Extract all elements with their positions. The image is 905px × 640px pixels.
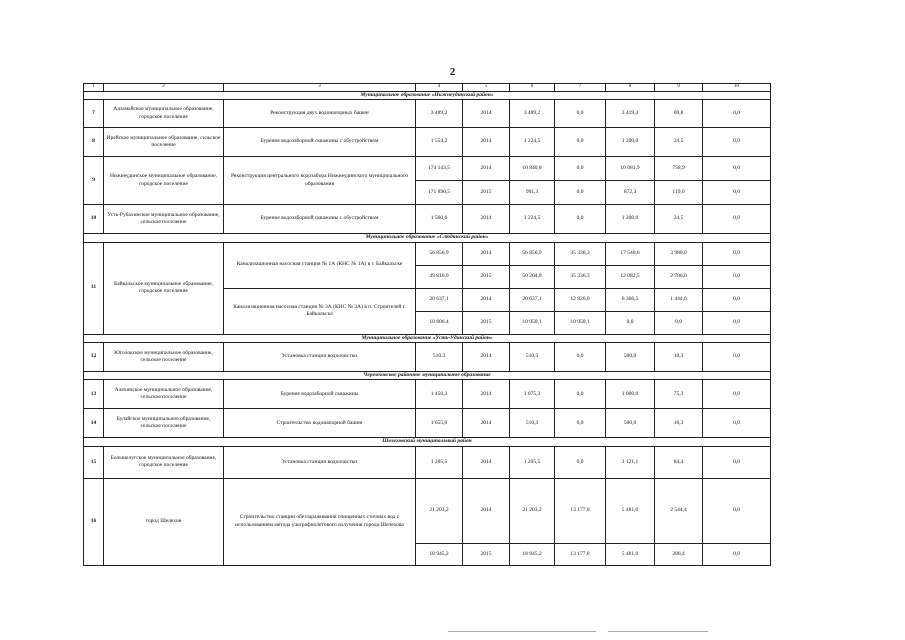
value-cell: 75,3 (655, 380, 703, 409)
value-cell: 1 655,0 (416, 409, 463, 438)
value-cell: 2015 (463, 311, 510, 334)
value-cell: 69,8 (655, 100, 703, 128)
value-cell: 0,0 (703, 380, 771, 409)
value-cell: 2 786,0 (655, 265, 703, 288)
value-cell: 10,3 (655, 409, 703, 438)
footer-rule (608, 631, 708, 632)
value-cell: 1 200,0 (606, 205, 655, 234)
municipality-name: Усть-Рубахинское муниципальное образование, сельское поселение (104, 205, 224, 234)
row-number: 16 (84, 478, 104, 565)
value-cell: 2014 (463, 409, 510, 438)
project-description: Строительство станции обеззараживания очищенных сточных вод с использованием метода ультрафиолетового излучения города Шелехова (224, 478, 416, 565)
value-cell: 1 205,5 (510, 446, 555, 478)
value-cell: 18 945,2 (510, 543, 555, 565)
section-title: Муниципальное образование «Усть-Удинский район» (84, 334, 771, 342)
value-cell: 35 336,3 (555, 265, 606, 288)
value-cell: 510,3 (510, 343, 555, 372)
project-description: Бурение водозаборной скважины с обустройством (224, 205, 416, 234)
value-cell: 1 121,1 (606, 446, 655, 478)
column-header: 2 (104, 84, 224, 92)
value-cell: 10,3 (655, 343, 703, 372)
project-description: Канализационная насосная станция № 1А (КНС № 1А) в г. Байкальске (224, 242, 416, 288)
value-cell: 50 204,8 (510, 265, 555, 288)
table-row (84, 100, 771, 128)
row-number: 9 (84, 157, 104, 205)
value-cell: 5 481,0 (606, 543, 655, 565)
value-cell: 0,0 (703, 446, 771, 478)
value-cell: 1 075,3 (510, 380, 555, 409)
value-cell: 84,4 (655, 446, 703, 478)
value-cell: 10 081,9 (606, 157, 655, 181)
value-cell: 2014 (463, 288, 510, 311)
value-cell: 2014 (463, 100, 510, 128)
value-cell: 500,0 (606, 409, 655, 438)
project-description: Реконструкция двух водонапорных башен (224, 100, 416, 128)
value-cell: 510,3 (510, 409, 555, 438)
value-cell: 1 224,5 (510, 128, 555, 157)
page-number: 2 (449, 66, 456, 78)
municipality-name: Булайское муниципальное образование, сельское поселение (104, 409, 224, 438)
value-cell: 500,0 (606, 343, 655, 372)
value-cell: 3 419,4 (606, 100, 655, 128)
value-cell: 0,0 (555, 380, 606, 409)
value-cell: 0,0 (555, 343, 606, 372)
column-header: 6 (510, 84, 555, 92)
project-description: Бурение водозаборной скважины с обустройством (224, 128, 416, 157)
value-cell: 0,0 (703, 409, 771, 438)
section-title: Шелеховский муниципальный район (84, 438, 771, 446)
value-cell: 18 945,2 (416, 543, 463, 565)
value-cell: 21 203,2 (510, 478, 555, 543)
municipality-name: Нижнеудинское муниципальное образование, городское поселение (104, 157, 224, 205)
value-cell: 5 481,0 (606, 478, 655, 543)
value-cell: 0,0 (655, 311, 703, 334)
section-row (84, 372, 771, 380)
value-cell: 2014 (463, 478, 510, 543)
value-cell: 0,0 (555, 181, 606, 205)
value-cell: 119,0 (655, 181, 703, 205)
value-cell: 2014 (463, 242, 510, 265)
value-cell: 0,0 (555, 409, 606, 438)
value-cell: 10 950,1 (510, 311, 555, 334)
section-title: Черемховское районное муниципальное образование (84, 372, 771, 380)
value-cell: 2015 (463, 181, 510, 205)
value-cell: 510,3 (416, 343, 463, 372)
value-cell: 991,3 (510, 181, 555, 205)
municipality-name: Большелугское муниципальное образование, городское поселение (104, 446, 224, 478)
value-cell: 0,0 (555, 446, 606, 478)
value-cell: 12 082,5 (606, 265, 655, 288)
row-number: 14 (84, 409, 104, 438)
value-cell: 1 560,6 (416, 205, 463, 234)
value-cell: 0,0 (703, 157, 771, 181)
value-cell: 0,0 (703, 478, 771, 543)
value-cell: 758,9 (655, 157, 703, 181)
value-cell: 35 336,3 (555, 242, 606, 265)
section-title: Муниципальное образование «Нижнеудинский район» (84, 91, 771, 99)
value-cell: 2015 (463, 265, 510, 288)
value-cell: 3 489,2 (510, 100, 555, 128)
table-row (84, 380, 771, 409)
value-cell: 0,0 (703, 265, 771, 288)
column-header: 1 (84, 84, 104, 92)
value-cell: 0,0 (703, 543, 771, 565)
header-row (84, 84, 771, 92)
municipality-name: город Шелехов (104, 478, 224, 565)
value-cell: 0,0 (703, 205, 771, 234)
value-cell: 6 366,5 (606, 288, 655, 311)
table-row (84, 343, 771, 372)
column-header: 8 (606, 84, 655, 92)
section-row (84, 91, 771, 99)
value-cell: 286,4 (655, 543, 703, 565)
value-cell: 10 950,1 (555, 311, 606, 334)
value-cell: 2014 (463, 380, 510, 409)
funding-table (83, 83, 771, 566)
value-cell: 49 810,0 (416, 265, 463, 288)
value-cell: 3 489,2 (416, 100, 463, 128)
column-header: 10 (703, 84, 771, 92)
table-row (84, 409, 771, 438)
row-number: 11 (84, 242, 104, 334)
value-cell: 13 177,8 (555, 478, 606, 543)
municipality-name: Алзамайское муниципальное образование, городское поселение (104, 100, 224, 128)
value-cell: 10 840,8 (510, 157, 555, 181)
value-cell: 174 143,5 (416, 157, 463, 181)
row-number: 8 (84, 128, 104, 157)
row-number: 10 (84, 205, 104, 234)
municipality-name: Юголокское муниципальное образование, сельское поселение (104, 343, 224, 372)
value-cell: 171 890,5 (416, 181, 463, 205)
footer-rule (448, 631, 596, 632)
row-number: 7 (84, 100, 104, 128)
value-cell: 1 554,2 (416, 128, 463, 157)
value-cell: 2014 (463, 446, 510, 478)
project-description: Канализационная насосная станция № 3А (КНС № 3А) в п. Строителей г. Байкальска (224, 288, 416, 334)
value-cell: 1 444,6 (655, 288, 703, 311)
value-cell: 0,0 (703, 100, 771, 128)
value-cell: 1 205,5 (416, 446, 463, 478)
column-header: 7 (555, 84, 606, 92)
value-cell: 17 540,6 (606, 242, 655, 265)
table-row (84, 478, 771, 543)
value-cell: 1 200,0 (606, 128, 655, 157)
column-header: 3 (224, 84, 416, 92)
value-cell: 0,0 (703, 181, 771, 205)
value-cell: 0,0 (703, 242, 771, 265)
municipality-name: Алехинское муниципальное образование, сельское поселение (104, 380, 224, 409)
table-row (84, 128, 771, 157)
table-row (84, 205, 771, 234)
section-row (84, 334, 771, 342)
project-description: Установка станции водоочистки (224, 446, 416, 478)
value-cell: 0,0 (555, 128, 606, 157)
table-row (84, 446, 771, 478)
row-number: 13 (84, 380, 104, 409)
value-cell: 13 177,8 (555, 543, 606, 565)
value-cell: 1 450,3 (416, 380, 463, 409)
value-cell: 2 544,4 (655, 478, 703, 543)
project-description: Бурение водозаборной скважины (224, 380, 416, 409)
value-cell: 0,0 (703, 288, 771, 311)
row-number: 15 (84, 446, 104, 478)
project-description: Реконструкция центрального водозабора Нижнеудинского муниципального образования (224, 157, 416, 205)
value-cell: 2014 (463, 128, 510, 157)
value-cell: 10 806,4 (416, 311, 463, 334)
value-cell: 1 000,0 (606, 380, 655, 409)
value-cell: 20 637,1 (416, 288, 463, 311)
section-title: Муниципальное образование «Слюдянский район» (84, 234, 771, 242)
column-header: 9 (655, 84, 703, 92)
value-cell: 2014 (463, 205, 510, 234)
value-cell: 2014 (463, 343, 510, 372)
value-cell: 0,0 (703, 311, 771, 334)
value-cell: 0,0 (555, 205, 606, 234)
value-cell: 24,5 (655, 205, 703, 234)
value-cell: 21 203,2 (416, 478, 463, 543)
value-cell: 0,0 (703, 128, 771, 157)
value-cell: 0,0 (606, 311, 655, 334)
row-number: 12 (84, 343, 104, 372)
value-cell: 20 637,1 (510, 288, 555, 311)
value-cell: 56 856,9 (510, 242, 555, 265)
value-cell: 0,0 (555, 157, 606, 181)
value-cell: 872,3 (606, 181, 655, 205)
value-cell: 0,0 (703, 343, 771, 372)
column-header: 4 (416, 84, 463, 92)
value-cell: 2015 (463, 543, 510, 565)
municipality-name: Байкальское муниципальное образование, городское поселение (104, 242, 224, 334)
project-description: Установка станции водоочистки (224, 343, 416, 372)
project-description: Строительство водонапорной башни (224, 409, 416, 438)
value-cell: 3 980,0 (655, 242, 703, 265)
value-cell: 2014 (463, 157, 510, 181)
value-cell: 12 826,0 (555, 288, 606, 311)
value-cell: 0,0 (555, 100, 606, 128)
section-row (84, 438, 771, 446)
value-cell: 56 856,9 (416, 242, 463, 265)
municipality-name: Ирейское муниципальное образование, сельское поселение (104, 128, 224, 157)
value-cell: 1 224,5 (510, 205, 555, 234)
table-row (84, 242, 771, 265)
column-header: 5 (463, 84, 510, 92)
table-row (84, 157, 771, 181)
value-cell: 24,5 (655, 128, 703, 157)
section-row (84, 234, 771, 242)
